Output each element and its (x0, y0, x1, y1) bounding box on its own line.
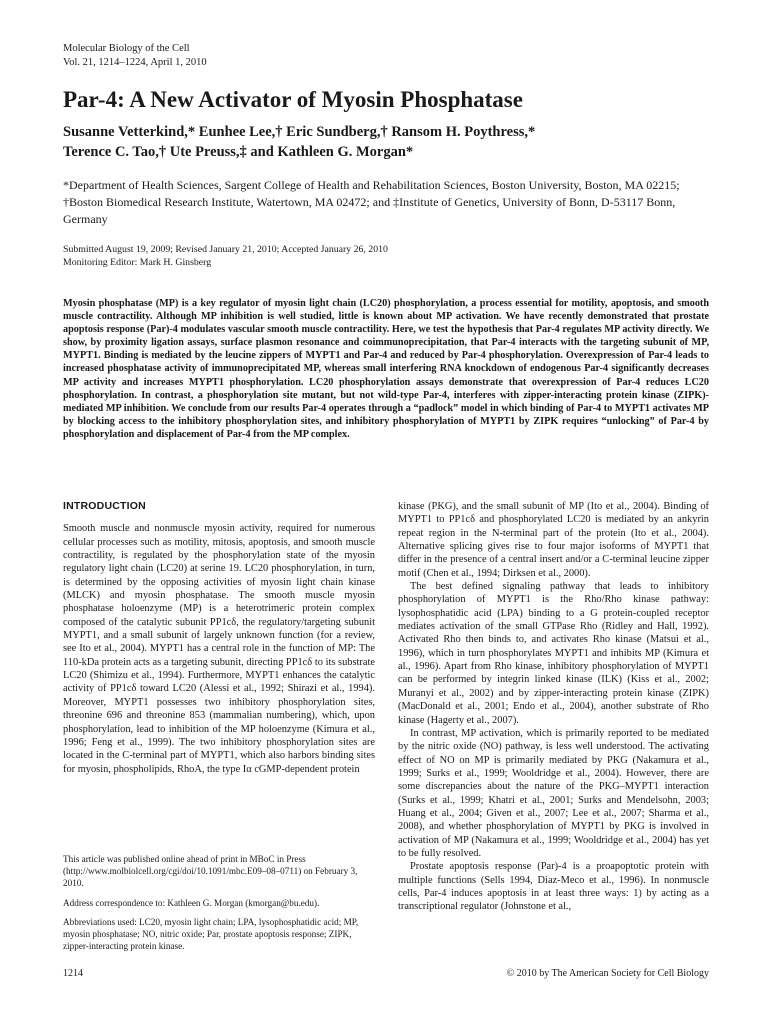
right-column (398, 500, 709, 914)
monitoring-editor: Monitoring Editor: Mark H. Ginsberg (63, 257, 212, 268)
paper-title: Par-4: A New Activator of Myosin Phosphatase (63, 87, 523, 112)
body-paragraph: kinase (PKG), and the small subunit of MP (Ito et al., 2004). Binding of MYPT1 to PP1cδ and phosphorylated LC20 is mediated by an ankyrin repeat region in the N-terminal part of the protein (Ito et al., 2004). Alternative splicing gives rise to four major isoforms of MYPT1 that differ in the presence of a central insert and/or a C-terminal leucine zipper motif (Chen et al., 1994; Dirksen et al., 2000). (398, 501, 709, 579)
left-column (63, 500, 375, 776)
author-list (63, 122, 713, 162)
author-line-1: Susanne Vetterkind,* Eunhee Lee,† Eric Sundberg,† Ransom H. Poythress,* (63, 124, 536, 140)
journal-citation: Vol. 21, 1214–1224, April 1, 2010 (63, 57, 207, 68)
journal-header (63, 42, 207, 70)
submission-dates (63, 243, 388, 269)
affiliations: *Department of Health Sciences, Sargent College of Health and Rehabilitation Sciences, Boston University, Boston, MA 02215; †Boston Biomedical Research Institute, Watertown, MA 02472; and ‡Institute of Genetics, University of Bonn, D-53117 Bonn, Germany (63, 178, 680, 226)
body-paragraph: The best defined signaling pathway that leads to inhibitory phosphorylation of MYPT1 is the Rho/Rho kinase pathway: lysophosphatidic acid (LPA) binding to a G protein-coupled receptor mediates activation of the small GTPase Rho (Ridley and Hall, 1992). Activated Rho then binds to, and activates Rho kinase (Matsui et al., 1996), which in turn phosphorylates MYPT1 and inhibits MP (Kimura et al., 1996). Apart from Rho kinase, inhibitory phosphorylation of MYPT1 can be performed by integrin linked kinase (ILK) (Kiss et al., 2002; Muranyi et al., 2002) and by zipper-interacting protein kinase (ZIPK) (MacDonald et al., 2001; Endo et al., 2004), another substrate of Rho kinase (Hagerty et al., 2007). (398, 581, 709, 726)
abstract: Myosin phosphatase (MP) is a key regulator of myosin light chain (LC20) phosphorylation, a process essential for motility, apoptosis, and smooth muscle contractility. Although MP inhibition is well studied, little is known about MP activation. We have recently demonstrated that prostate apoptosis response (Par)-4 modulates vascular smooth muscle contractility. Here, we test the hypothesis that Par-4 regulates MP activity directly. We show, by proximity ligation assays, surface plasmon resonance and coimmunoprecipitation, that Par-4 interacts with the targeting subunit of MP, MYPT1. Binding is mediated by the leucine zippers of MYPT1 and Par-4 and reduced by Par-4 phosphorylation. Overexpression of Par-4 leads to increased phosphatase activity of immunoprecipitated MP, whereas small interfering RNA knockdown of endogenous Par-4 significantly decreases MP activity and increases MYPT1 phosphorylation. LC20 phosphorylation assays demonstrate that overexpression of Par-4 reduces LC20 phosphorylation. In contrast, a phosphorylation site mutant, but not wild-type Par-4, interferes with zipper-interacting protein kinase (ZIPK)-mediated MP inhibition. We conclude from our results Par-4 operates through a “padlock” model in which binding of Par-4 to MYPT1 activates MP by blocking access to the inhibitory phosphorylation sites, and inhibitory phosphorylation of MYPT1 by ZIPK requires “unlocking” of Par-4 by phosphorylation and displacement of Par-4 from the MP complex. (63, 298, 709, 440)
footnote-online-publication: This article was published online ahead of print in MBoC in Press (http://www.molbiolcell.org/cgi/doi/10.1091/mbc.E09–08–0711) on February 3, 2010. (63, 854, 358, 889)
body-paragraph: In contrast, MP activation, which is primarily reported to be mediated by the nitric oxide (NO) pathway, is less well understood. The activating effect of NO on MP is primarily mediated by PKG (Nakamura et al., 1999; Surks et al., 1999; Wooldridge et al., 2004). However, there are some discrepancies about the nature of the PKG–MYPT1 interaction (Surks et al., 1999; Khatri et al., 2001; Surks and Mendelsohn, 2003; Huang et al., 2004; Given et al., 2007; Lee et al., 2007; Sharma et al., 2008), and whether phosphorylation of MYPT1 by PKG is involved in activation of MP (Nakamura et al., 1999; Wooldridge et al., 2004) has yet to be fully resolved. (398, 727, 709, 859)
journal-name: Molecular Biology of the Cell (63, 43, 190, 54)
copyright-notice: © 2010 by The American Society for Cell Biology (506, 968, 709, 979)
author-line-2: Terence C. Tao,† Ute Preuss,‡ and Kathleen G. Morgan* (63, 144, 414, 160)
submission-history: Submitted August 19, 2009; Revised January 21, 2010; Accepted January 26, 2010 (63, 244, 388, 255)
footnote-abbreviations: Abbreviations used: LC20, myosin light chain; LPA, lysophosphatidic acid; MP, myosin phosphatase; NO, nitric oxide; Par, prostate apoptosis response; ZIPK, zipper-interacting protein kinase. (63, 916, 359, 952)
footnote-correspondence: Address correspondence to: Kathleen G. Morgan (kmorgan@bu.edu). (63, 897, 320, 908)
page-number: 1214 (63, 968, 83, 979)
body-paragraph: Smooth muscle and nonmuscle myosin activity, required for numerous cellular processes such as motility, mitosis, apoptosis, and smooth muscle contractility, is regulated by the phosphorylation state of the myosin regulatory light chain (LC20) at serine 19. LC20 phosphorylation, in turn, is determined by the opposing activities of myosin light chain kinase (MLCK) and myosin phosphatase. The smooth muscle myosin phosphatase holoenzyme (MP) is a heterotrimeric protein complex composed of the catalytic subunit PP1cδ, the regulatory/targeting subunit MYPT1, and a small subunit of largely unknown function (for a review, see Ito et al., 2004). MYPT1 has a central role in the function of MP: The 110-kDa protein acts as a targeting subunit, directing PP1cδ to its substrate LC20 (Shimizu et al., 1994). Furthermore, MYPT1 enhances the catalytic activity of PP1cδ toward LC20 (Alessi et al., 1992; Shirazi et al., 1994). Moreover, MYPT1 possesses two inhibitory phosphorylation sites, threonine 696 and threonine 853 (mammalian numbering), which, upon phosphorylation, lead to inhibition of the MP holoenzyme (Kimura et al., 1996; Feng et al., 1999). The two inhibitory phosphorylation sites are located in the C-terminal part of MYPT1, which also harbors binding sites for myosin, phospholipids, RhoA, the type Iα cGMP-dependent protein (63, 523, 375, 775)
body-paragraph: Prostate apoptosis response (Par)-4 is a proapoptotic protein with multiple functions (Sells 1994, Diaz-Meco et al., 1996). In nonmuscle cells, Par-4 induces apoptosis in at least three ways: 1) by acting as a transcriptional regulator (Johnstone et al., (398, 861, 709, 913)
footnotes (63, 853, 375, 959)
section-heading-introduction: INTRODUCTION (63, 500, 146, 512)
